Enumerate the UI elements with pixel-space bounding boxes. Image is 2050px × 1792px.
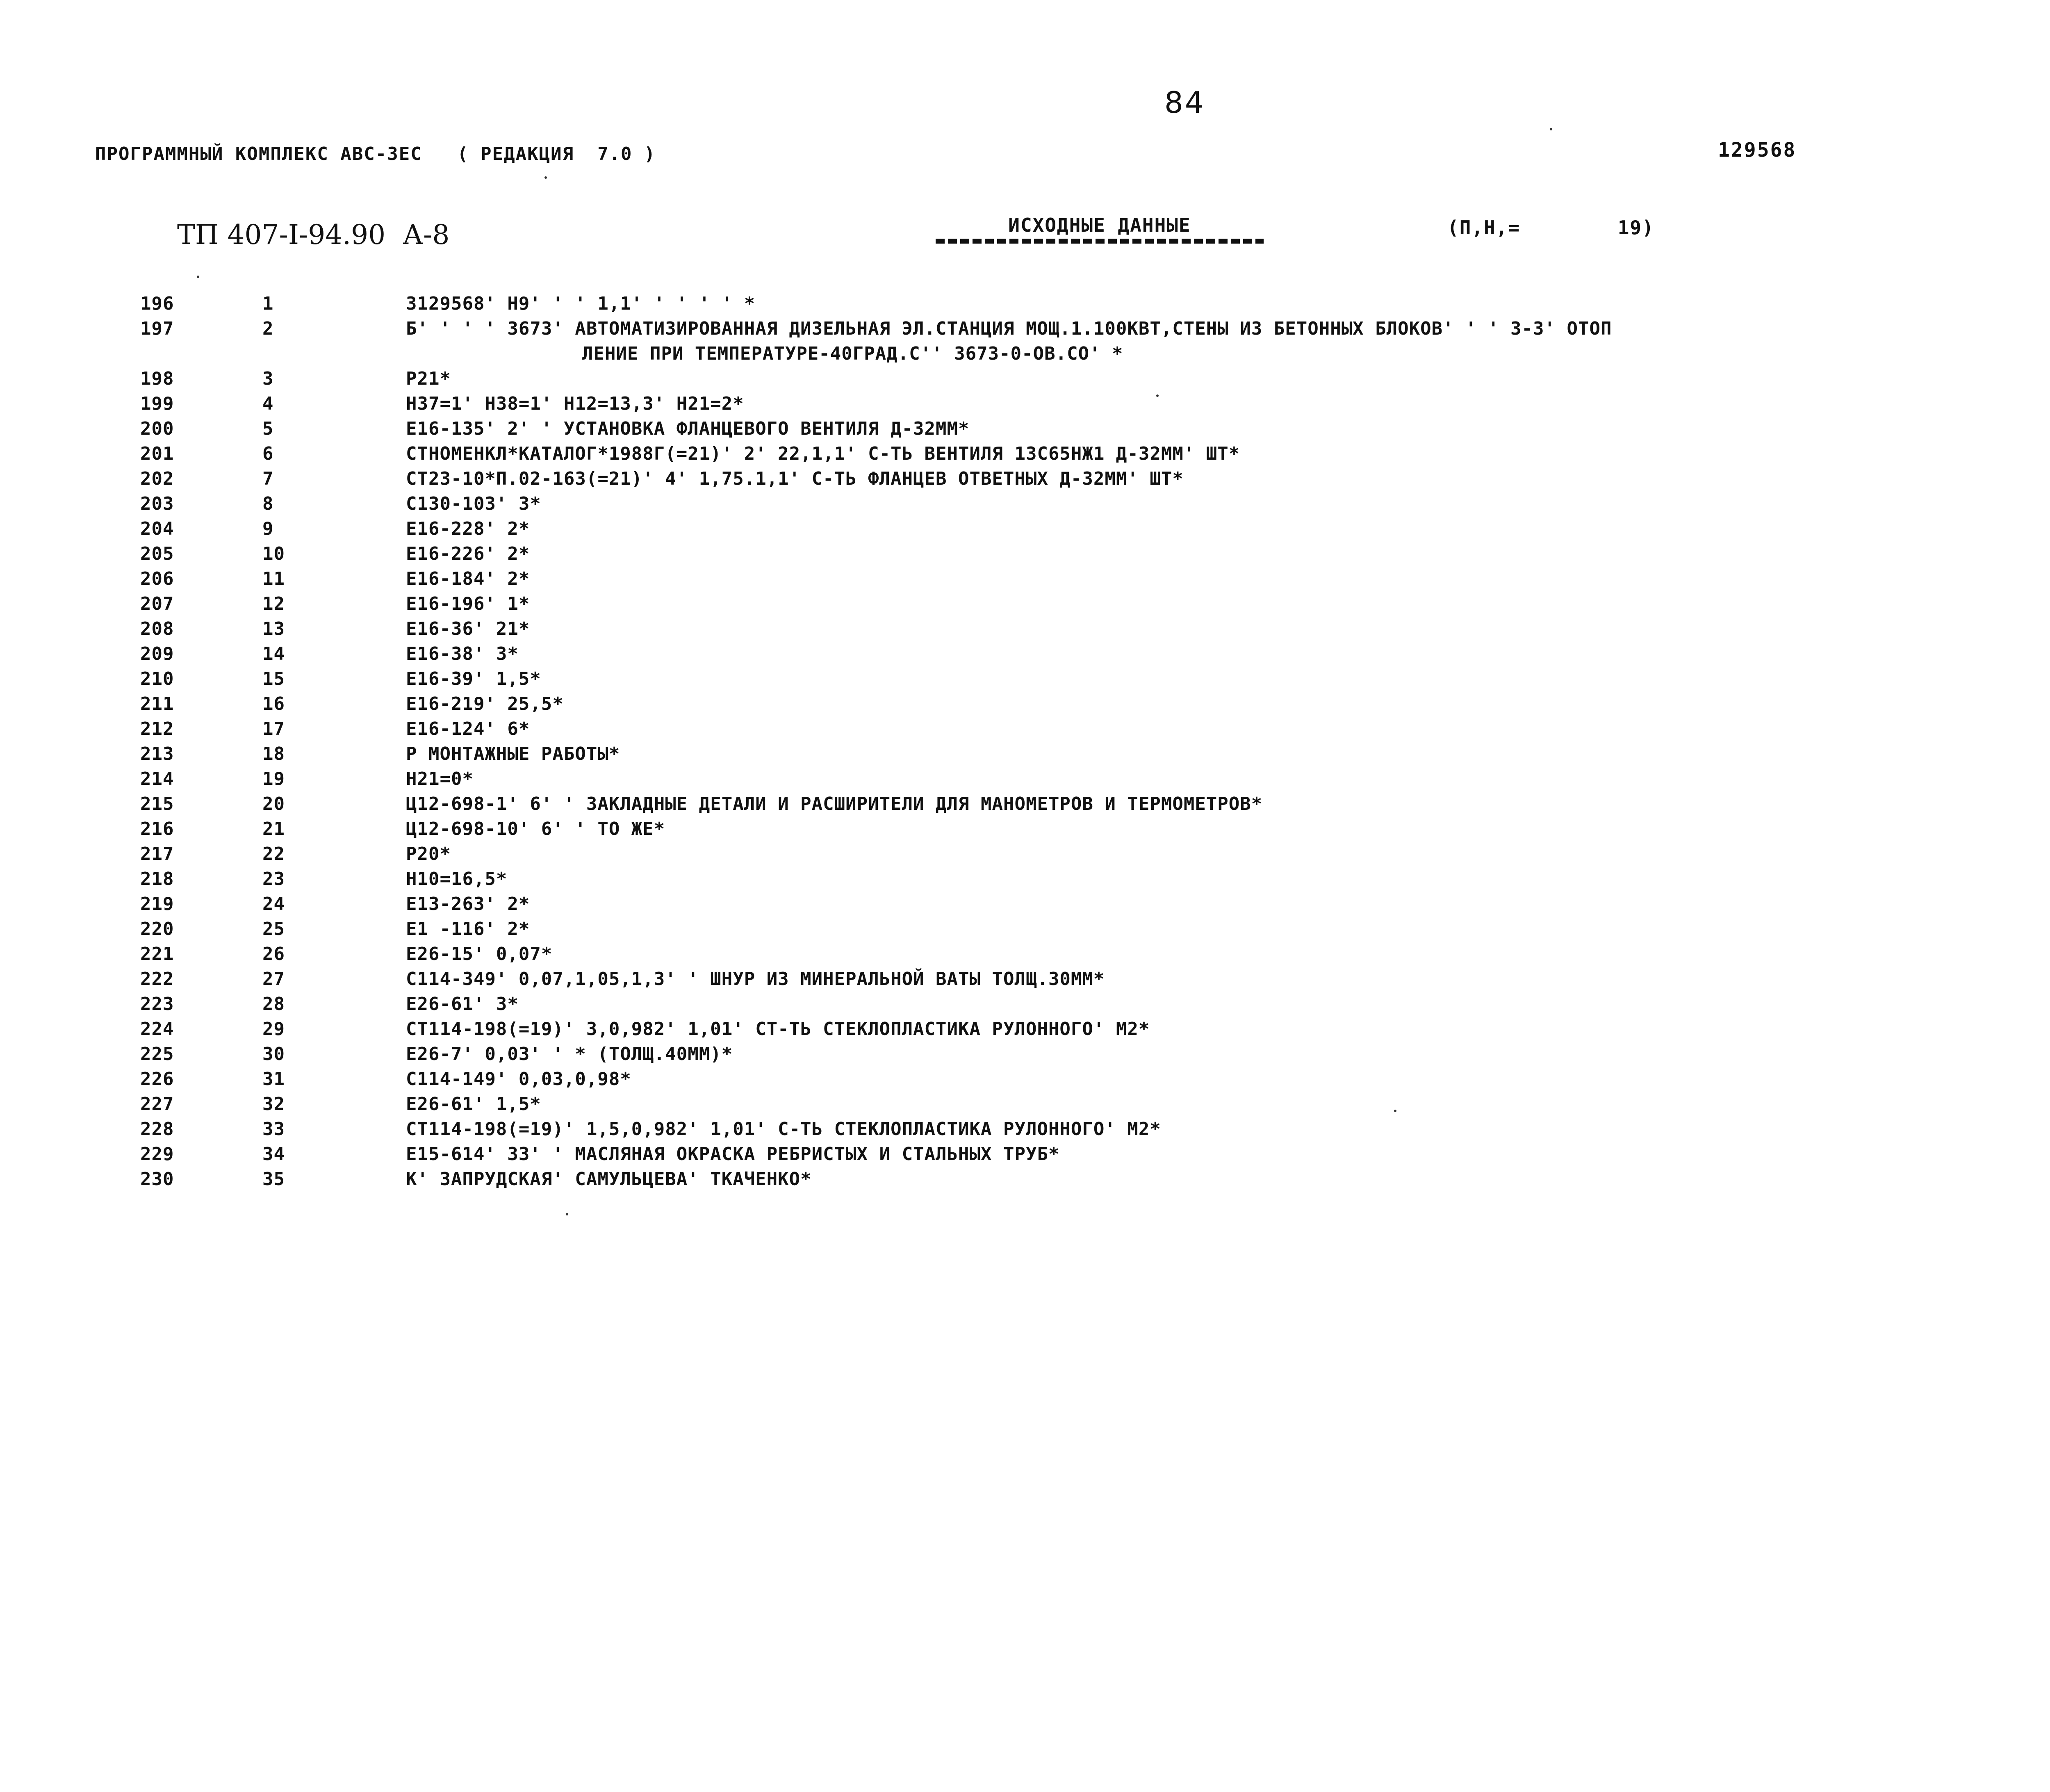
row-text — [406, 741, 2050, 766]
line-number: 16 — [262, 693, 285, 714]
row-number: 207 — [140, 593, 174, 614]
row-text-main: Е16-135' 2' ' УСТАНОВКА ФЛАНЦЕВОГО ВЕНТИЛЯ Д-32ММ* — [406, 418, 970, 439]
scan-speck — [1156, 394, 1159, 397]
row-number: 216 — [140, 818, 174, 839]
listing-row — [0, 491, 2050, 516]
listing-row — [0, 391, 2050, 416]
line-number: 5 — [262, 418, 274, 439]
row-text — [406, 1142, 2050, 1167]
row-text-main: С130-103' 3* — [406, 493, 541, 514]
row-number: 203 — [140, 493, 174, 514]
line-number: 21 — [262, 818, 285, 839]
line-number: 1 — [262, 293, 274, 314]
listing-row — [0, 1067, 2050, 1092]
row-number: 220 — [140, 919, 174, 939]
row-text — [406, 841, 2050, 866]
row-number: 211 — [140, 693, 174, 714]
listing-row — [0, 591, 2050, 616]
row-text-main: СТНОМЕНКЛ*КАТАЛОГ*1988Г(=21)' 2' 22,1,1' С-ТЬ ВЕНТИЛЯ 13С65НЖ1 Д-32ММ' ШТ* — [406, 443, 1240, 464]
row-number: 214 — [140, 768, 174, 789]
listing-row — [0, 942, 2050, 967]
line-number: 12 — [262, 593, 285, 614]
row-text — [406, 666, 2050, 691]
row-number: 219 — [140, 894, 174, 914]
row-number: 221 — [140, 944, 174, 964]
row-text-main: Е16-226' 2* — [406, 543, 530, 564]
listing-row — [0, 691, 2050, 716]
row-text-main: Н10=16,5* — [406, 869, 508, 889]
listing-row — [0, 1092, 2050, 1117]
line-number: 13 — [262, 618, 285, 639]
row-text-main: С114-149' 0,03,0,98* — [406, 1069, 631, 1090]
listing-row — [0, 616, 2050, 641]
row-number: 197 — [140, 318, 174, 339]
row-text — [406, 766, 2050, 791]
line-number: 9 — [262, 518, 274, 539]
row-text — [406, 416, 2050, 441]
section-title-underline — [936, 239, 1264, 244]
row-number: 199 — [140, 393, 174, 414]
row-text-main: Е16-38' 3* — [406, 643, 519, 664]
row-text — [406, 816, 2050, 841]
row-text-main: К' ЗАПРУДСКАЯ' САМУЛЬЦЕВА' ТКАЧЕНКО* — [406, 1169, 812, 1190]
row-text-main: Ц12-698-10' 6' ' ТО ЖЕ* — [406, 818, 665, 839]
line-number: 26 — [262, 944, 285, 964]
row-text — [406, 992, 2050, 1017]
scan-speck — [197, 276, 199, 278]
listing-row — [0, 891, 2050, 917]
scan-speck — [1550, 128, 1552, 130]
line-number: 31 — [262, 1069, 285, 1090]
row-text — [406, 891, 2050, 917]
row-text-main: Р МОНТАЖНЫЕ РАБОТЫ* — [406, 743, 620, 764]
row-text — [406, 641, 2050, 666]
line-number: 35 — [262, 1169, 285, 1190]
line-number: 33 — [262, 1119, 285, 1140]
row-number: 229 — [140, 1144, 174, 1165]
row-text-main: СТ23-10*П.02-163(=21)' 4' 1,75.1,1' С-ТЬ ФЛАНЦЕВ ОТВЕТНЫХ Д-32ММ' ШТ* — [406, 468, 1184, 489]
document-number: 129568 — [1718, 139, 1797, 162]
listing-row — [0, 841, 2050, 866]
row-text-main: Е16-219' 25,5* — [406, 693, 564, 714]
row-text — [406, 566, 2050, 591]
row-text — [406, 291, 2050, 316]
listing-row — [0, 366, 2050, 391]
row-text — [406, 541, 2050, 566]
row-number: 226 — [140, 1069, 174, 1090]
listing-row — [0, 1167, 2050, 1192]
program-title: ПРОГРАММНЫЙ КОМПЛЕКС АВС-ЗЕС ( РЕДАКЦИЯ 7.0 ) — [95, 144, 656, 164]
listing-row — [0, 741, 2050, 766]
listing-row — [0, 866, 2050, 891]
row-number: 202 — [140, 468, 174, 489]
row-text — [406, 1042, 2050, 1067]
line-number: 18 — [262, 743, 285, 764]
row-text-main: Е26-15' 0,07* — [406, 944, 553, 964]
row-text-main: Е26-7' 0,03' ' * (ТОЛЩ.40ММ)* — [406, 1044, 733, 1065]
line-number: 30 — [262, 1044, 285, 1065]
listing-row — [0, 316, 2050, 366]
row-number: 225 — [140, 1044, 174, 1065]
row-text — [406, 591, 2050, 616]
row-text-main: Е13-263' 2* — [406, 894, 530, 914]
row-number: 230 — [140, 1169, 174, 1190]
line-number: 25 — [262, 919, 285, 939]
row-number: 196 — [140, 293, 174, 314]
row-number: 209 — [140, 643, 174, 664]
row-text-main: Е26-61' 3* — [406, 994, 519, 1015]
row-number: 206 — [140, 568, 174, 589]
row-text — [406, 491, 2050, 516]
row-text-main: С114-349' 0,07,1,05,1,3' ' ШНУР ИЗ МИНЕРАЛЬНОЙ ВАТЫ ТОЛЩ.30ММ* — [406, 969, 1105, 989]
row-number: 228 — [140, 1119, 174, 1140]
row-number: 213 — [140, 743, 174, 764]
listing-row — [0, 416, 2050, 441]
row-text — [406, 1067, 2050, 1092]
page-counter: (П,Н,= 19) — [1447, 217, 1654, 239]
row-number: 217 — [140, 844, 174, 864]
line-number: 2 — [262, 318, 274, 339]
row-text — [406, 791, 2050, 816]
row-text-main: СТ114-198(=19)' 3,0,982' 1,01' СТ-ТЬ СТЕКЛОПЛАСТИКА РУЛОННОГО' М2* — [406, 1019, 1150, 1040]
row-text-main: Е16-39' 1,5* — [406, 668, 541, 689]
page-number: 84 — [1164, 85, 1205, 120]
row-text — [406, 616, 2050, 641]
listing-row — [0, 917, 2050, 942]
row-text — [406, 366, 2050, 391]
line-number: 32 — [262, 1094, 285, 1115]
row-text — [406, 917, 2050, 942]
row-number: 205 — [140, 543, 174, 564]
listing-row — [0, 1117, 2050, 1142]
row-text-main: Р21* — [406, 368, 451, 389]
line-number: 6 — [262, 443, 274, 464]
line-number: 27 — [262, 969, 285, 989]
line-number: 19 — [262, 768, 285, 789]
listing-row — [0, 791, 2050, 816]
row-number: 222 — [140, 969, 174, 989]
row-text — [406, 516, 2050, 541]
line-number: 29 — [262, 1019, 285, 1040]
line-number: 22 — [262, 844, 285, 864]
line-number: 11 — [262, 568, 285, 589]
listing-row — [0, 1042, 2050, 1067]
listing-row — [0, 466, 2050, 491]
section-title — [936, 214, 1264, 244]
row-text — [406, 716, 2050, 741]
row-text-main: Н21=0* — [406, 768, 474, 789]
row-text-main: Е16-184' 2* — [406, 568, 530, 589]
listing-row — [0, 1142, 2050, 1167]
row-text-main: Е15-614' 33' ' МАСЛЯНАЯ ОКРАСКА РЕБРИСТЫХ И СТАЛЬНЫХ ТРУБ* — [406, 1144, 1060, 1165]
line-number: 8 — [262, 493, 274, 514]
row-text — [406, 942, 2050, 967]
row-text — [406, 967, 2050, 992]
line-number: 4 — [262, 393, 274, 414]
scan-speck — [1394, 1110, 1396, 1112]
listing-row — [0, 716, 2050, 741]
row-text-main: 3129568' Н9' ' ' 1,1' ' ' ' ' * — [406, 293, 756, 314]
row-text — [406, 1017, 2050, 1042]
row-number: 210 — [140, 668, 174, 689]
row-text-main: Р20* — [406, 844, 451, 864]
row-number: 198 — [140, 368, 174, 389]
row-text-main: СТ114-198(=19)' 1,5,0,982' 1,01' С-ТЬ СТЕКЛОПЛАСТИКА РУЛОННОГО' М2* — [406, 1119, 1161, 1140]
row-number: 227 — [140, 1094, 174, 1115]
section-title-text: ИСХОДНЫЕ ДАННЫЕ — [1008, 214, 1191, 236]
scan-speck — [544, 176, 547, 179]
row-text-main: Е16-196' 1* — [406, 593, 530, 614]
line-number: 3 — [262, 368, 274, 389]
project-stamp: ТП 407-I-94.90 А-8 — [177, 219, 450, 251]
listing-row — [0, 541, 2050, 566]
row-text — [406, 691, 2050, 716]
row-number: 204 — [140, 518, 174, 539]
listing-row — [0, 516, 2050, 541]
row-text-main: Е26-61' 1,5* — [406, 1094, 541, 1115]
listing-row — [0, 566, 2050, 591]
row-number: 212 — [140, 718, 174, 739]
row-text — [406, 316, 2050, 366]
row-text-main: Е16-36' 21* — [406, 618, 530, 639]
line-number: 34 — [262, 1144, 285, 1165]
row-text — [406, 1167, 2050, 1192]
row-text — [406, 391, 2050, 416]
listing-row — [0, 1017, 2050, 1042]
data-listing — [0, 291, 2050, 1192]
row-text — [406, 1092, 2050, 1117]
line-number: 17 — [262, 718, 285, 739]
row-text — [406, 466, 2050, 491]
row-text — [406, 441, 2050, 466]
row-number: 200 — [140, 418, 174, 439]
line-number: 15 — [262, 668, 285, 689]
row-number: 208 — [140, 618, 174, 639]
row-text-main: Е16-124' 6* — [406, 718, 530, 739]
listing-row — [0, 992, 2050, 1017]
listing-row — [0, 441, 2050, 466]
line-number: 10 — [262, 543, 285, 564]
row-number: 201 — [140, 443, 174, 464]
line-number: 14 — [262, 643, 285, 664]
row-number: 223 — [140, 994, 174, 1015]
row-text-main: Ц12-698-1' 6' ' ЗАКЛАДНЫЕ ДЕТАЛИ И РАСШИРИТЕЛИ ДЛЯ МАНОМЕТРОВ И ТЕРМОМЕТРОВ* — [406, 793, 1263, 814]
line-number: 28 — [262, 994, 285, 1015]
row-text-main: Е16-228' 2* — [406, 518, 530, 539]
row-text-main: Н37=1' Н38=1' Н12=13,3' Н21=2* — [406, 393, 744, 414]
listing-row — [0, 816, 2050, 841]
listing-row — [0, 666, 2050, 691]
line-number: 24 — [262, 894, 285, 914]
row-number: 218 — [140, 869, 174, 889]
listing-row — [0, 641, 2050, 666]
row-text-main: Б' ' ' ' 3673' АВТОМАТИЗИРОВАННАЯ ДИЗЕЛЬНАЯ ЭЛ.СТАНЦИЯ МОЩ.1.100КВТ,СТЕНЫ ИЗ БЕТОННЫХ БЛОКОВ' ' ' 3-3' ОТОП — [406, 318, 1612, 339]
listing-row — [0, 291, 2050, 316]
row-text-main: Е1 -116' 2* — [406, 919, 530, 939]
line-number: 7 — [262, 468, 274, 489]
line-number: 20 — [262, 793, 285, 814]
scan-speck — [566, 1213, 568, 1215]
row-text — [406, 1117, 2050, 1142]
row-text-continuation: ЛЕНИЕ ПРИ ТЕМПЕРАТУРЕ-40ГРАД.С'' 3673-0-ОВ.СО' * — [582, 343, 1123, 364]
row-text — [406, 866, 2050, 891]
listing-row — [0, 967, 2050, 992]
listing-row — [0, 766, 2050, 791]
row-number: 224 — [140, 1019, 174, 1040]
line-number: 23 — [262, 869, 285, 889]
row-number: 215 — [140, 793, 174, 814]
